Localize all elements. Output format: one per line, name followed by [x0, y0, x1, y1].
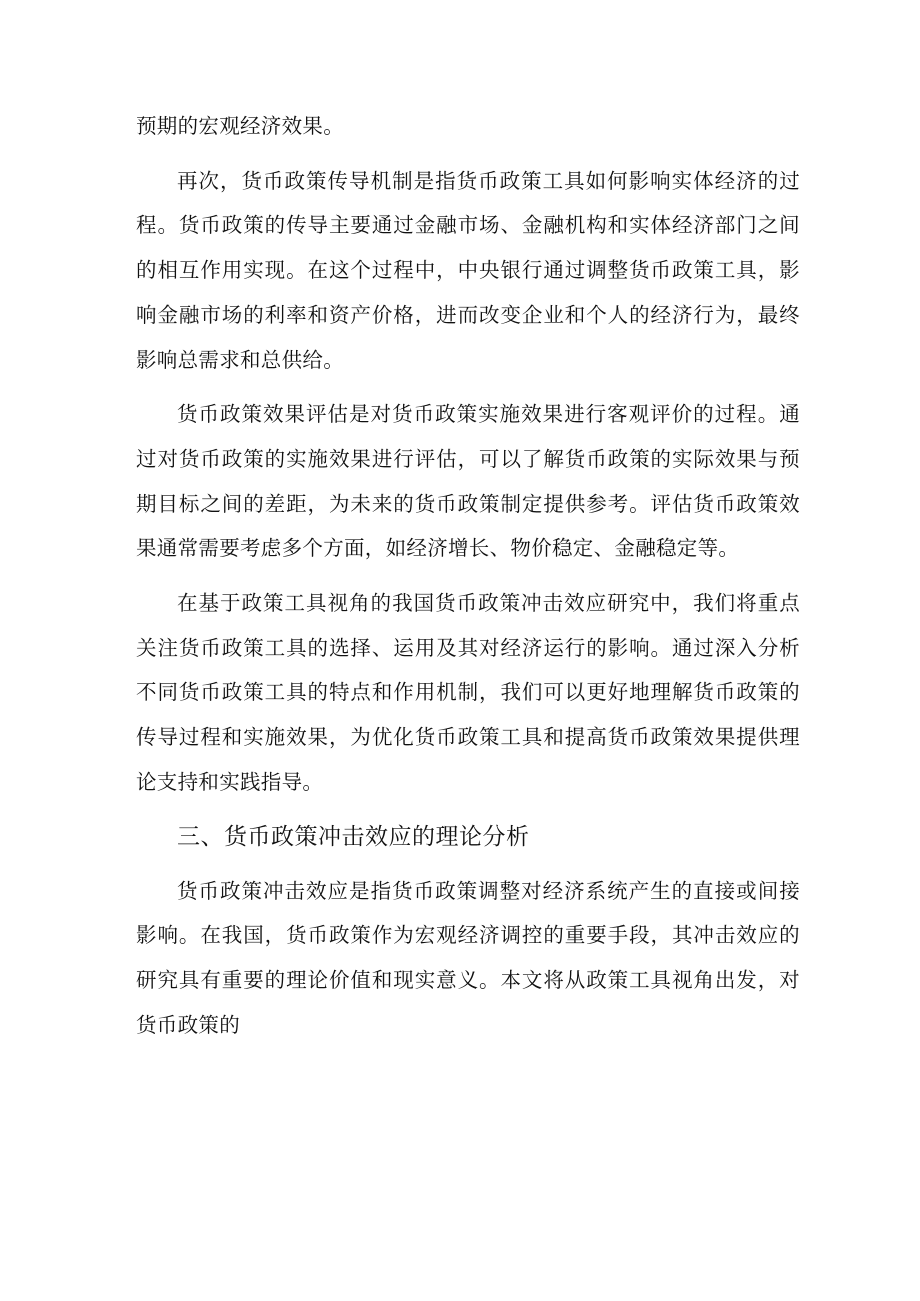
section-heading: 三、货币政策冲击效应的理论分析	[177, 823, 530, 850]
paragraph-research-focus: 在基于政策工具视角的我国货币政策冲击效应研究中，我们将重点关注货币政策工具的选择、运用及其对经济运行的影响。通过深入分析不同货币政策工具的特点和作用机制，我们可以更好地理解货币政策的传导过程和实施效果，为优化货币政策工具和提高货币政策效果提供理论支持和实践指导。	[136, 591, 800, 794]
paragraph-transmission-mechanism: 再次，货币政策传导机制是指货币政策工具如何影响实体经济的过程。货币政策的传导主要通过金融市场、金融机构和实体经济部门之间的相互作用实现。在这个过程中，中央银行通过调整货币政策工具，影响金融市场的利率和资产价格，进而改变企业和个人的经济行为，最终影响总需求和总供给。	[136, 168, 800, 372]
document-body	[136, 104, 800, 1047]
paragraph-shock-effect: 货币政策冲击效应是指货币政策调整对经济系统产生的直接或间接影响。在我国，货币政策作为宏观经济调控的重要手段，其冲击效应的研究具有重要的理论价值和现实意义。本文将从政策工具视角出发，对货币政策的	[136, 878, 800, 1037]
paragraph-continued: 预期的宏观经济效果。	[136, 114, 344, 138]
paragraph-policy-evaluation: 货币政策效果评估是对货币政策实施效果进行客观评价的过程。通过对货币政策的实施效果进行评估，可以了解货币政策的实际效果与预期目标之间的差距，为未来的货币政策制定提供参考。评估货币政策效果通常需要考虑多个方面，如经济增长、物价稳定、金融稳定等。	[136, 402, 800, 561]
